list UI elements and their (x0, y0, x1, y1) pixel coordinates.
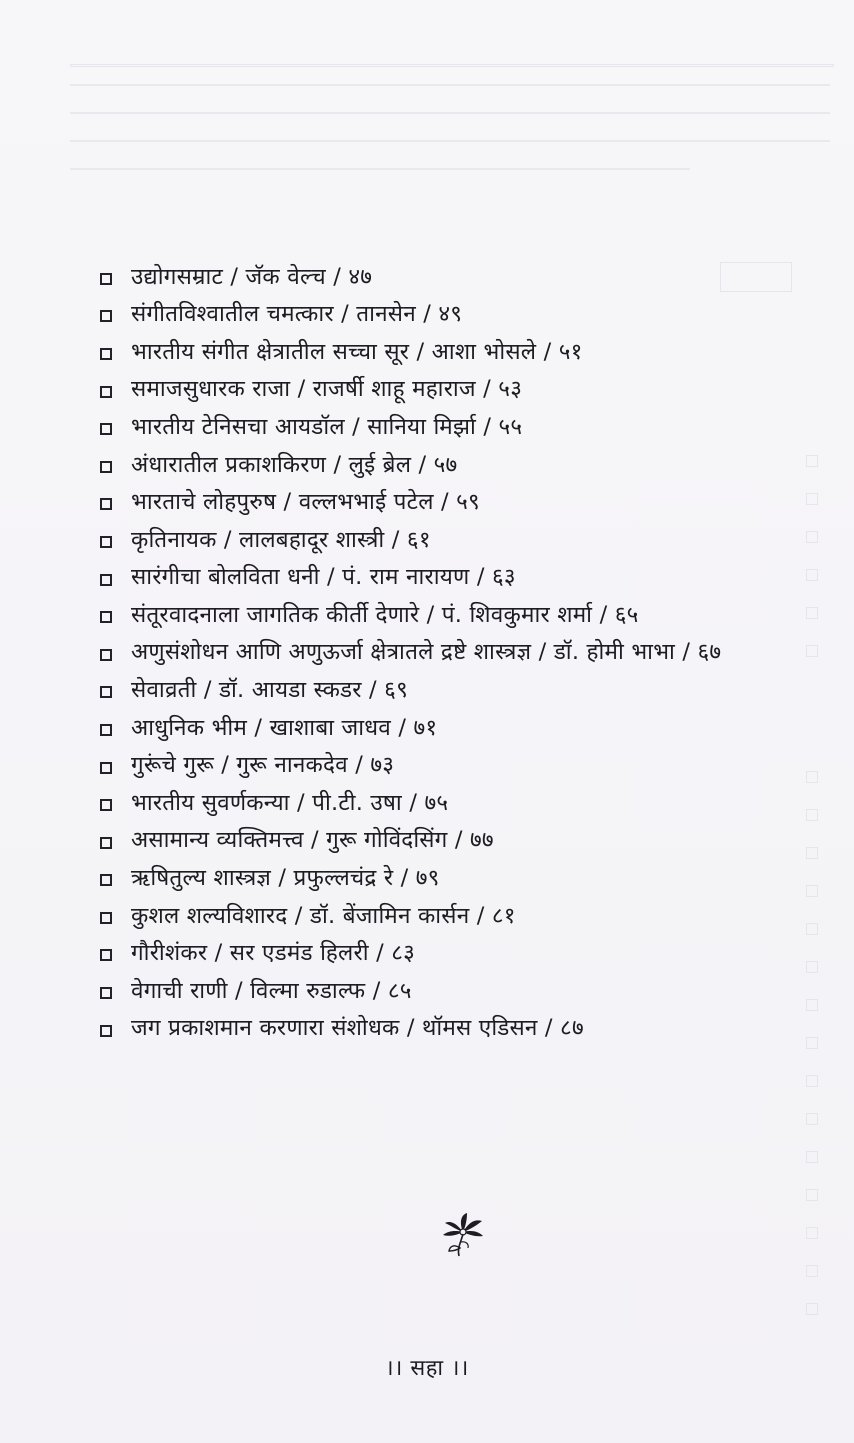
toc-entry (100, 371, 845, 409)
toc-entry (100, 672, 845, 710)
toc-entry-text: अणुसंशोधन आणि अणुऊर्जा क्षेत्रातले द्रष्टे शास्त्रज्ञ / डॉ. होमी भाभा / ६७ (131, 639, 722, 666)
toc-entry (100, 747, 845, 785)
checkbox-square-icon (100, 912, 112, 924)
checkbox-square-icon (100, 724, 112, 736)
table-of-contents (100, 258, 845, 1047)
toc-entry (100, 822, 845, 860)
toc-entry-text: भारतीय सुवर्णकन्या / पी.टी. उषा / ७५ (131, 789, 449, 816)
toc-entry (100, 634, 845, 672)
toc-entry-text: असामान्य व्यक्तिमत्त्व / गुरू गोविंदसिंग / ७७ (131, 827, 494, 854)
checkbox-square-icon (100, 348, 112, 360)
checkbox-square-icon (100, 461, 112, 473)
checkbox-square-icon (100, 536, 112, 548)
toc-entry (100, 521, 845, 559)
checkbox-square-icon (100, 799, 112, 811)
toc-entry (100, 296, 845, 334)
checkbox-square-icon (100, 423, 112, 435)
toc-entry (100, 1010, 845, 1048)
flower-ornament-icon (437, 1210, 487, 1260)
toc-entry-text: कुशल शल्यविशारद / डॉ. बेंजामिन कार्सन / ८१ (131, 902, 516, 929)
checkbox-square-icon (100, 837, 112, 849)
checkbox-square-icon (100, 949, 112, 961)
toc-entry (100, 860, 845, 898)
toc-entry-text: जग प्रकाशमान करणारा संशोधक / थॉमस एडिसन / ८७ (131, 1015, 584, 1042)
toc-entry (100, 784, 845, 822)
checkbox-square-icon (100, 649, 112, 661)
checkbox-square-icon (100, 611, 112, 623)
toc-entry-text: सारंगीचा बोलविता धनी / पं. राम नारायण / ६३ (131, 564, 516, 591)
toc-entry (100, 258, 845, 296)
toc-entry-text: वेगाची राणी / विल्मा रुडाल्फ / ८५ (131, 977, 412, 1004)
checkbox-square-icon (100, 1025, 112, 1037)
toc-entry-text: समाजसुधारक राजा / राजर्षी शाहू महाराज / ५३ (131, 376, 523, 403)
toc-entry (100, 446, 845, 484)
toc-entry-text: भारतीय संगीत क्षेत्रातील सच्चा सूर / आशा भोसले / ५१ (131, 338, 583, 365)
toc-entry (100, 559, 845, 597)
toc-entry (100, 408, 845, 446)
toc-entry (100, 484, 845, 522)
toc-entry (100, 972, 845, 1010)
toc-entry-text: संगीतविश्वातील चमत्कार / तानसेन / ४९ (131, 301, 463, 328)
checkbox-square-icon (100, 386, 112, 398)
checkbox-square-icon (100, 310, 112, 322)
toc-entry-text: अंधारातील प्रकाशकिरण / लुई ब्रेल / ५७ (131, 451, 458, 478)
toc-entry-text: संतूरवादनाला जागतिक कीर्ती देणारे / पं. शिवकुमार शर्मा / ६५ (131, 601, 639, 628)
page-number: ।। सहा ।। (385, 1356, 469, 1381)
checkbox-square-icon (100, 987, 112, 999)
toc-entry (100, 935, 845, 973)
toc-entry-text: भारताचे लोहपुरुष / वल्लभभाई पटेल / ५९ (131, 489, 480, 516)
checkbox-square-icon (100, 874, 112, 886)
checkbox-square-icon (100, 574, 112, 586)
toc-entry (100, 709, 845, 747)
toc-entry (100, 596, 845, 634)
toc-entry-text: उद्योगसम्राट / जॅक वेल्च / ४७ (131, 263, 373, 290)
checkbox-square-icon (100, 498, 112, 510)
toc-entry-text: गौरीशंकर / सर एडमंड हिलरी / ८३ (131, 940, 416, 967)
checkbox-square-icon (100, 686, 112, 698)
toc-entry-text: भारतीय टेनिसचा आयडॉल / सानिया मिर्झा / ५५ (131, 413, 523, 440)
checkbox-square-icon (100, 273, 112, 285)
toc-entry-text: गुरूंचे गुरू / गुरू नानकदेव / ७३ (131, 752, 395, 779)
toc-entry-text: आधुनिक भीम / खाशाबा जाधव / ७१ (131, 714, 438, 741)
checkbox-square-icon (100, 762, 112, 774)
toc-entry (100, 897, 845, 935)
toc-entry-text: ऋषितुल्य शास्त्रज्ञ / प्रफुल्लचंद्र रे / ७९ (131, 865, 440, 892)
toc-entry-text: सेवाव्रती / डॉ. आयडा स्कडर / ६९ (131, 677, 408, 704)
toc-entry-text: कृतिनायक / लालबहादूर शास्त्री / ६१ (131, 526, 431, 553)
toc-entry (100, 333, 845, 371)
